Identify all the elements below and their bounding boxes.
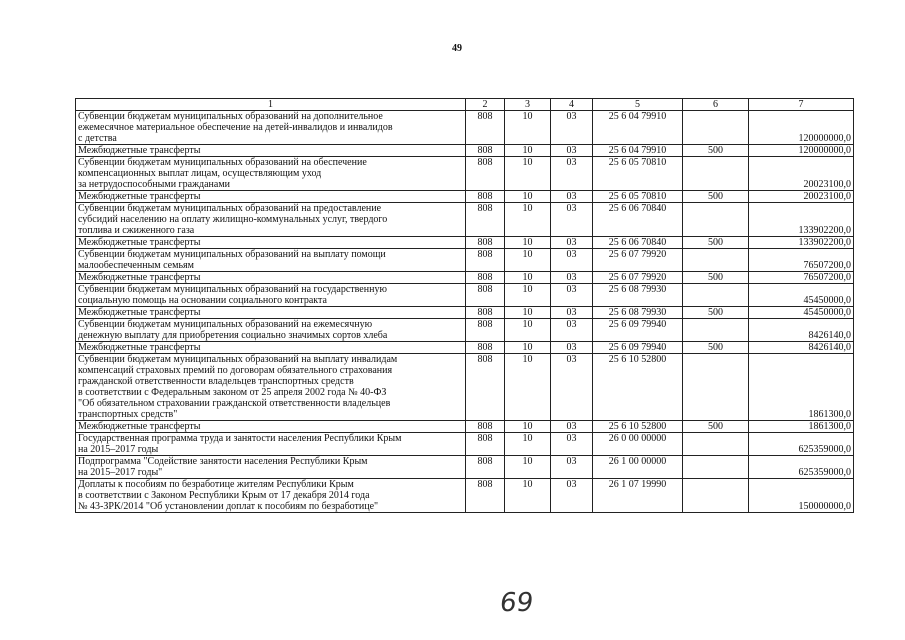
subsection-code-cell: 10: [505, 319, 551, 342]
expense-type-cell: [683, 157, 749, 191]
target-article-cell: 25 6 05 70810: [593, 191, 683, 203]
section-code-cell: 808: [466, 145, 505, 157]
section-code-cell: 808: [466, 203, 505, 237]
expense-type-cell: [683, 203, 749, 237]
amount-cell: 8426140,0: [749, 319, 854, 342]
header-cell: 4: [551, 99, 593, 111]
table-row: [76, 433, 854, 456]
header-cell: 6: [683, 99, 749, 111]
target-article-cell: 25 6 08 79930: [593, 307, 683, 319]
item-name-cell: Межбюджетные трансферты: [76, 191, 466, 203]
subsection-code-cell: 10: [505, 421, 551, 433]
section-code-cell: 808: [466, 191, 505, 203]
table-row: [76, 342, 854, 354]
item-name-cell: Межбюджетные трансферты: [76, 307, 466, 319]
subsection-code-cell: 10: [505, 284, 551, 307]
amount-cell: 133902200,0: [749, 237, 854, 249]
target-article-cell: 25 6 04 79910: [593, 145, 683, 157]
item-name-cell: Межбюджетные трансферты: [76, 237, 466, 249]
table-row: [76, 284, 854, 307]
subsection-code-2-cell: 03: [551, 479, 593, 513]
subsection-code-cell: 10: [505, 456, 551, 479]
table-row: [76, 479, 854, 513]
amount-cell: 20023100,0: [749, 157, 854, 191]
subsection-code-cell: 10: [505, 342, 551, 354]
item-name-cell: Субвенции бюджетам муниципальных образований на выплату помощи малообеспеченным семьям: [76, 249, 466, 272]
handwritten-page-note: 69: [497, 588, 536, 618]
item-name-cell: Подпрограмма "Содействие занятости населения Республики Крым на 2015–2017 годы": [76, 456, 466, 479]
section-code-cell: 808: [466, 354, 505, 421]
expense-type-cell: 500: [683, 342, 749, 354]
section-code-cell: 808: [466, 342, 505, 354]
item-name-cell: Субвенции бюджетам муниципальных образований на обеспечение компенсационных выплат лицам, осуществляющим уход за нетрудоспособными гражданами: [76, 157, 466, 191]
subsection-code-cell: 10: [505, 433, 551, 456]
expense-type-cell: 500: [683, 145, 749, 157]
amount-cell: 8426140,0: [749, 342, 854, 354]
table-row: [76, 157, 854, 191]
section-code-cell: 808: [466, 421, 505, 433]
table-row: [76, 354, 854, 421]
amount-cell: 76507200,0: [749, 272, 854, 284]
subsection-code-2-cell: 03: [551, 284, 593, 307]
target-article-cell: 25 6 09 79940: [593, 342, 683, 354]
table-row: [76, 237, 854, 249]
amount-cell: 150000000,0: [749, 479, 854, 513]
table-row: [76, 111, 854, 145]
subsection-code-cell: 10: [505, 237, 551, 249]
item-name-cell: Государственная программа труда и занятости населения Республики Крым на 2015–2017 годы: [76, 433, 466, 456]
target-article-cell: 26 1 07 19990: [593, 479, 683, 513]
section-code-cell: 808: [466, 456, 505, 479]
target-article-cell: 25 6 10 52800: [593, 421, 683, 433]
expense-type-cell: [683, 249, 749, 272]
item-name-cell: Субвенции бюджетам муниципальных образований на выплату инвалидам компенсаций страховых премий по договорам обязательного страхования гражданской ответственности владельцев транспортных средств в соответствии с Федеральным законом от 25 апреля 2002 года № 40-ФЗ "Об обязательном страховании гражданской ответственности владельцев транспортных средств": [76, 354, 466, 421]
item-name-cell: Субвенции бюджетам муниципальных образований на предоставление субсидий населению на оплату жилищно-коммунальных услуг, твердого топлива и сжиженного газа: [76, 203, 466, 237]
subsection-code-cell: 10: [505, 249, 551, 272]
header-cell: 5: [593, 99, 683, 111]
subsection-code-2-cell: 03: [551, 307, 593, 319]
subsection-code-2-cell: 03: [551, 249, 593, 272]
target-article-cell: 25 6 05 70810: [593, 157, 683, 191]
subsection-code-2-cell: 03: [551, 456, 593, 479]
item-name-cell: Субвенции бюджетам муниципальных образований на государственную социальную помощь на основании социального контракта: [76, 284, 466, 307]
table-row: [76, 249, 854, 272]
expense-type-cell: 500: [683, 237, 749, 249]
amount-cell: 120000000,0: [749, 145, 854, 157]
table-row: [76, 421, 854, 433]
target-article-cell: 25 6 06 70840: [593, 237, 683, 249]
amount-cell: 133902200,0: [749, 203, 854, 237]
section-code-cell: 808: [466, 111, 505, 145]
table-row: [76, 272, 854, 284]
expense-type-cell: [683, 433, 749, 456]
subsection-code-cell: 10: [505, 272, 551, 284]
item-name-cell: Межбюджетные трансферты: [76, 272, 466, 284]
subsection-code-2-cell: 03: [551, 157, 593, 191]
item-name-cell: Субвенции бюджетам муниципальных образований на ежемесячную денежную выплату для приобретения социально значимых сортов хлеба: [76, 319, 466, 342]
amount-cell: 76507200,0: [749, 249, 854, 272]
amount-cell: 1861300,0: [749, 421, 854, 433]
expense-type-cell: [683, 319, 749, 342]
target-article-cell: 25 6 04 79910: [593, 111, 683, 145]
section-code-cell: 808: [466, 272, 505, 284]
expense-type-cell: 500: [683, 272, 749, 284]
header-row: [76, 99, 854, 111]
subsection-code-cell: 10: [505, 111, 551, 145]
page-number: 49: [452, 43, 462, 54]
section-code-cell: 808: [466, 284, 505, 307]
table-row: [76, 307, 854, 319]
expense-type-cell: 500: [683, 191, 749, 203]
subsection-code-2-cell: 03: [551, 421, 593, 433]
item-name-cell: Доплаты к пособиям по безработице жителям Республики Крым в соответствии с Законом Республики Крым от 17 декабря 2014 года № 43-ЗРК/2014 "Об установлении доплат к пособиям по безработице": [76, 479, 466, 513]
amount-cell: 625359000,0: [749, 433, 854, 456]
section-code-cell: 808: [466, 479, 505, 513]
amount-cell: 625359000,0: [749, 456, 854, 479]
table-row: [76, 191, 854, 203]
target-article-cell: 26 0 00 00000: [593, 433, 683, 456]
budget-table: [75, 98, 854, 513]
target-article-cell: 25 6 07 79920: [593, 249, 683, 272]
subsection-code-2-cell: 03: [551, 272, 593, 284]
target-article-cell: 25 6 06 70840: [593, 203, 683, 237]
subsection-code-2-cell: 03: [551, 203, 593, 237]
item-name-cell: Межбюджетные трансферты: [76, 145, 466, 157]
subsection-code-2-cell: 03: [551, 433, 593, 456]
target-article-cell: 25 6 10 52800: [593, 354, 683, 421]
header-cell: 1: [76, 99, 466, 111]
item-name-cell: Субвенции бюджетам муниципальных образований на дополнительное ежемесячное материальное обеспечение на детей-инвалидов и инвалидов с детства: [76, 111, 466, 145]
subsection-code-2-cell: 03: [551, 354, 593, 421]
section-code-cell: 808: [466, 249, 505, 272]
subsection-code-cell: 10: [505, 157, 551, 191]
table-row: [76, 456, 854, 479]
subsection-code-2-cell: 03: [551, 342, 593, 354]
subsection-code-cell: 10: [505, 354, 551, 421]
subsection-code-cell: 10: [505, 145, 551, 157]
amount-cell: 1861300,0: [749, 354, 854, 421]
subsection-code-2-cell: 03: [551, 145, 593, 157]
header-cell: 7: [749, 99, 854, 111]
table-row: [76, 145, 854, 157]
expense-type-cell: [683, 456, 749, 479]
expense-type-cell: 500: [683, 421, 749, 433]
subsection-code-cell: 10: [505, 479, 551, 513]
item-name-cell: Межбюджетные трансферты: [76, 342, 466, 354]
amount-cell: 120000000,0: [749, 111, 854, 145]
target-article-cell: 25 6 07 79920: [593, 272, 683, 284]
section-code-cell: 808: [466, 433, 505, 456]
subsection-code-cell: 10: [505, 307, 551, 319]
header-cell: 3: [505, 99, 551, 111]
expense-type-cell: [683, 479, 749, 513]
target-article-cell: 26 1 00 00000: [593, 456, 683, 479]
section-code-cell: 808: [466, 237, 505, 249]
subsection-code-2-cell: 03: [551, 191, 593, 203]
section-code-cell: 808: [466, 307, 505, 319]
expense-type-cell: [683, 111, 749, 145]
subsection-code-2-cell: 03: [551, 319, 593, 342]
section-code-cell: 808: [466, 319, 505, 342]
amount-cell: 45450000,0: [749, 284, 854, 307]
table-row: [76, 319, 854, 342]
header-cell: 2: [466, 99, 505, 111]
subsection-code-2-cell: 03: [551, 237, 593, 249]
target-article-cell: 25 6 08 79930: [593, 284, 683, 307]
subsection-code-cell: 10: [505, 191, 551, 203]
expense-type-cell: [683, 284, 749, 307]
subsection-code-cell: 10: [505, 203, 551, 237]
amount-cell: 20023100,0: [749, 191, 854, 203]
expense-type-cell: 500: [683, 307, 749, 319]
item-name-cell: Межбюджетные трансферты: [76, 421, 466, 433]
table-row: [76, 203, 854, 237]
section-code-cell: 808: [466, 157, 505, 191]
amount-cell: 45450000,0: [749, 307, 854, 319]
expense-type-cell: [683, 354, 749, 421]
target-article-cell: 25 6 09 79940: [593, 319, 683, 342]
subsection-code-2-cell: 03: [551, 111, 593, 145]
